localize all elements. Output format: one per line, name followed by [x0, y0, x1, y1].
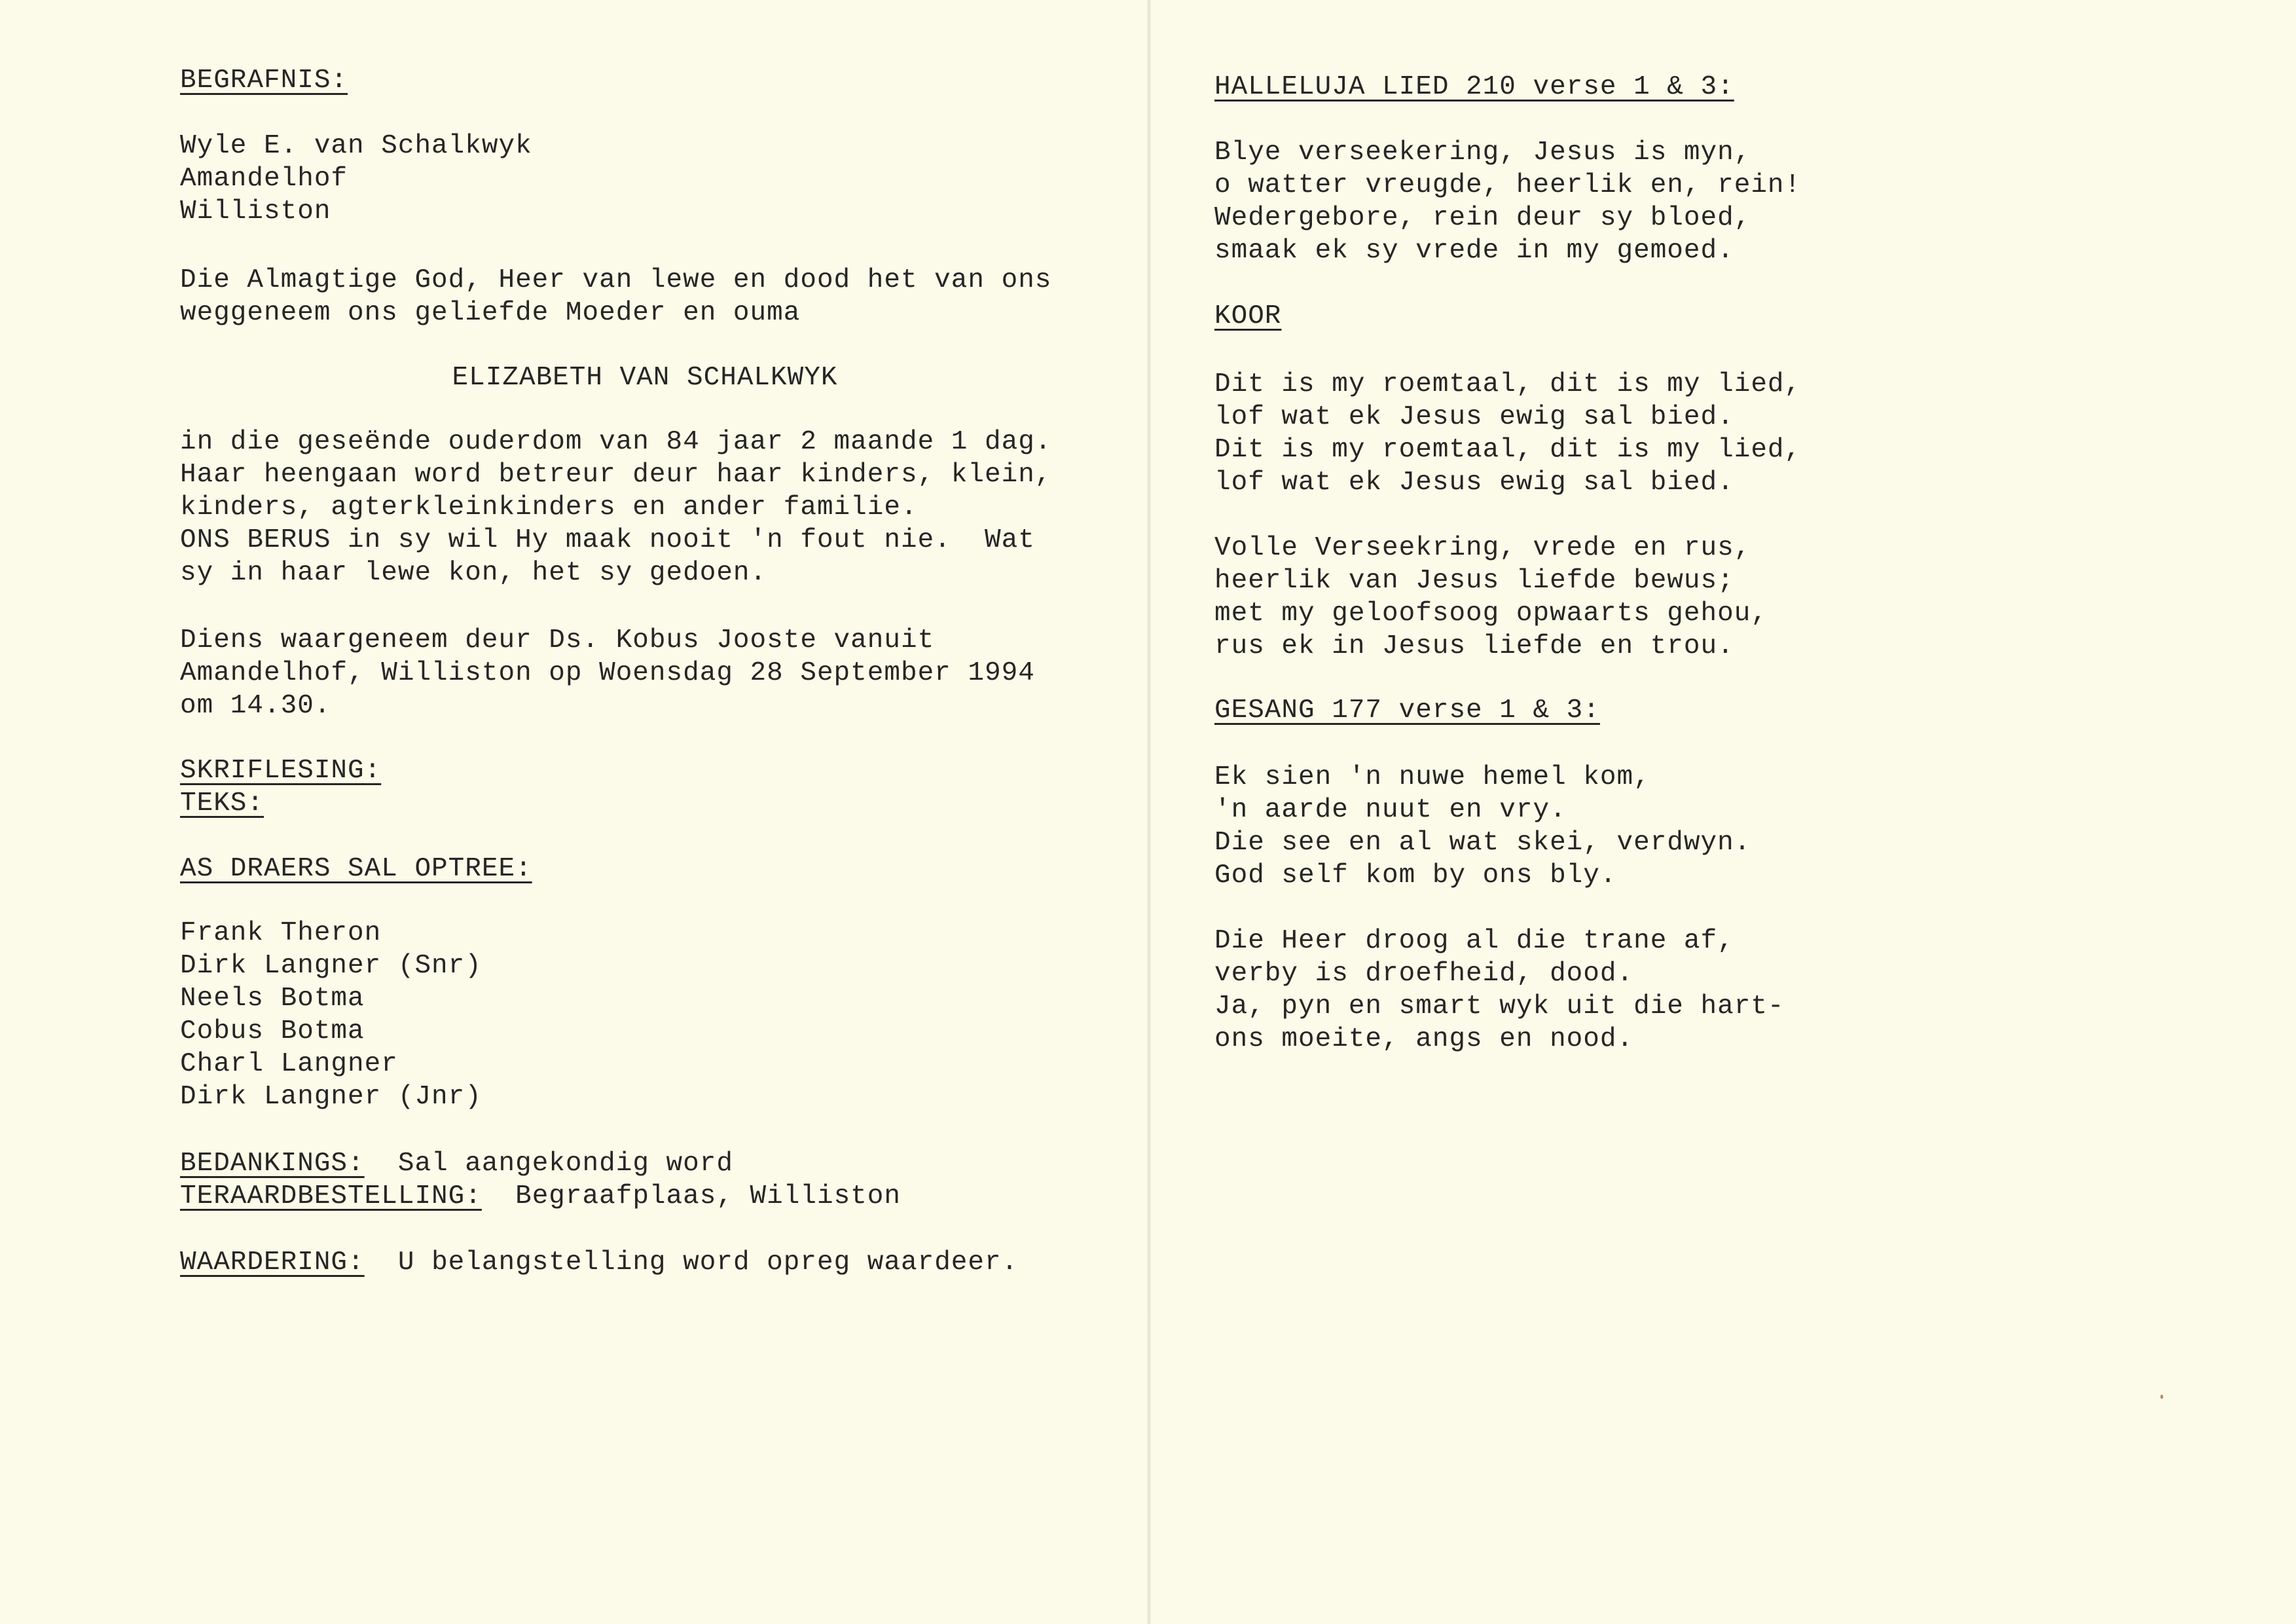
intro-line: weggeneem ons geliefde Moeder en ouma — [180, 298, 801, 328]
hymn-line: Wedergebore, rein deur sy bloed, — [1214, 203, 1751, 233]
teraarde-text: Begraafplaas, Williston — [515, 1181, 901, 1211]
hymn-line: Ja, pyn en smart wyk uit die hart- — [1214, 991, 1785, 1022]
draers-heading: AS DRAERS SAL OPTREE: — [180, 854, 532, 884]
address-line: Amandelhof — [180, 164, 348, 194]
hymn-line: smaak ek sy vrede in my gemoed. — [1214, 236, 1734, 266]
bearer-name: Neels Botma — [180, 984, 365, 1014]
chorus-line: lof wat ek Jesus ewig sal bied. — [1214, 468, 1734, 498]
hymn-line: 'n aarde nuut en vry. — [1214, 795, 1567, 825]
hymn-line: ons moeite, angs en nood. — [1214, 1024, 1634, 1054]
bedankings-line — [180, 1147, 733, 1180]
body-line: Haar heengaan word betreur deur haar kinders, klein, — [180, 460, 1052, 490]
hymn-line: Volle Verseekring, vrede en rus, — [1214, 533, 1751, 563]
address-line: Wyle E. van Schalkwyk — [180, 131, 532, 161]
intro-line: Die Almagtige God, Heer van lewe en dood het van ons — [180, 265, 1052, 295]
hymn-line: Die Heer droog al die trane af, — [1214, 926, 1734, 956]
chorus-line: Dit is my roemtaal, dit is my lied, — [1214, 435, 1802, 465]
service-line: Amandelhof, Williston op Woensdag 28 September 1994 — [180, 658, 1035, 688]
waardering-line — [180, 1246, 1018, 1279]
hymn-line: God self kom by ons bly. — [1214, 860, 1617, 891]
body-line: in die geseënde ouderdom van 84 jaar 2 maande 1 dag. — [180, 427, 1052, 457]
waardering-text: U belangstelling word opreg waardeer. — [397, 1247, 1019, 1278]
hymn-line: met my geloofsoog opwaarts gehou, — [1214, 599, 1768, 629]
service-line: Diens waargeneem deur Ds. Kobus Jooste vanuit — [180, 625, 935, 655]
teraarde-label: TERAARDBESTELLING: — [180, 1181, 482, 1211]
bearer-name: Cobus Botma — [180, 1016, 365, 1046]
begrafnis-heading: BEGRAFNIS: — [180, 65, 348, 96]
bedankings-text: Sal aangekondig word — [397, 1149, 733, 1179]
hymn-line: Ek sien 'n nuwe hemel kom, — [1214, 762, 1650, 792]
body-line: ONS BERUS in sy wil Hy maak nooit 'n fout nie. Wat — [180, 525, 1035, 555]
body-line: kinders, agterkleinkinders en ander familie. — [180, 492, 918, 523]
bearer-name: Frank Theron — [180, 918, 382, 948]
page-fold — [1147, 0, 1151, 1624]
teraarde-line — [180, 1180, 901, 1213]
teks-heading: TEKS: — [180, 788, 264, 819]
bedankings-label: BEDANKINGS: — [180, 1149, 365, 1179]
skriflesing-heading: SKRIFLESING: — [180, 756, 382, 786]
chorus-line: lof wat ek Jesus ewig sal bied. — [1214, 402, 1734, 432]
hymn2-heading: GESANG 177 verse 1 & 3: — [1214, 695, 1600, 726]
body-line: sy in haar lewe kon, het sy gedoen. — [180, 558, 767, 588]
bearer-name: Charl Langner — [180, 1049, 398, 1079]
koor-heading: KOOR — [1214, 301, 1282, 331]
hymn-line: rus ek in Jesus liefde en trou. — [1214, 631, 1734, 661]
hymn-line: o watter vreugde, heerlik en, rein! — [1214, 170, 1802, 200]
service-line: om 14.30. — [180, 691, 331, 721]
hymn-line: heerlik van Jesus liefde bewus; — [1214, 566, 1734, 596]
bearer-name: Dirk Langner (Jnr) — [180, 1082, 482, 1112]
hymn1-heading: HALLELUJA LIED 210 verse 1 & 3: — [1214, 72, 1734, 102]
chorus-line: Dit is my roemtaal, dit is my lied, — [1214, 369, 1802, 399]
bearer-name: Dirk Langner (Snr) — [180, 951, 482, 981]
waardering-label: WAARDERING: — [180, 1247, 365, 1278]
paper-speck — [2160, 1395, 2163, 1399]
hymn-line: Blye verseekering, Jesus is myn, — [1214, 138, 1751, 168]
hymn-line: Die see en al wat skei, verdwyn. — [1214, 828, 1751, 858]
hymn-line: verby is droefheid, dood. — [1214, 959, 1634, 989]
address-line: Williston — [180, 196, 331, 227]
deceased-name: ELIZABETH VAN SCHALKWYK — [452, 363, 838, 393]
